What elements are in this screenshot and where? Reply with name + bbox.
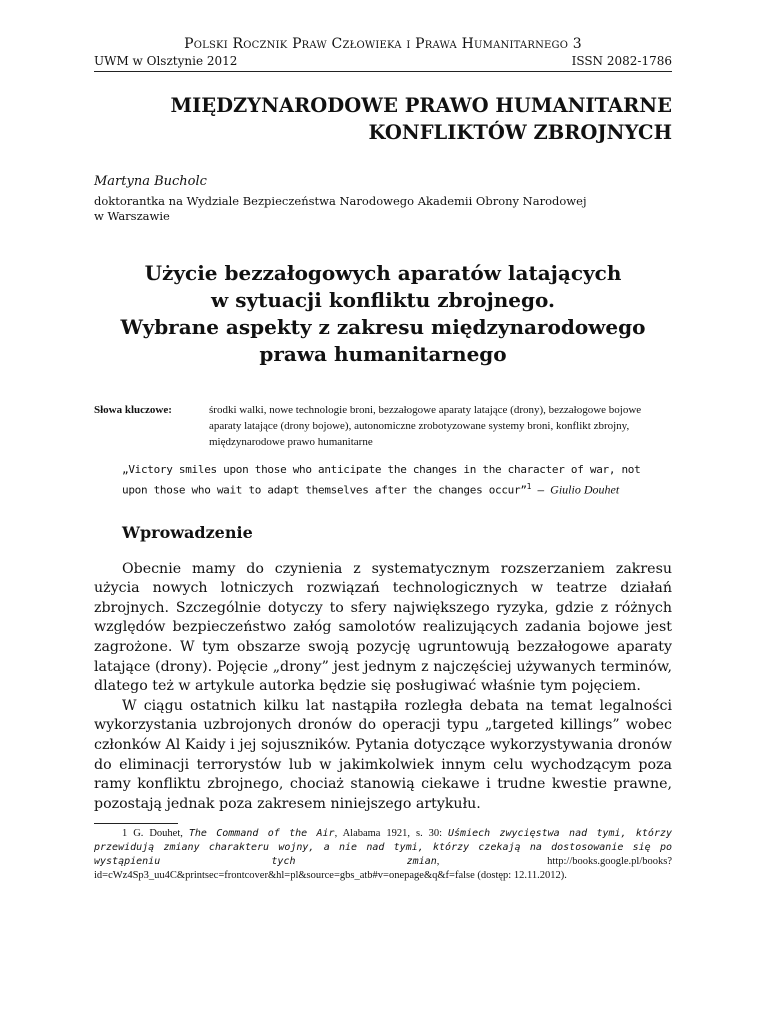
keywords: Słowa kluczowe: środki walki, nowe technologie broni, bezzałogowe aparaty latające (drony), bezzałogowe bojowe aparaty latające (drony bojowe), autonomiczne zrobotyzowane systemy broni, konflikt zbrojny, międzynarodowe prawo humanitarne (94, 402, 672, 450)
publication-meta (94, 54, 672, 72)
section-title: MIĘDZYNARODOWE PRAWO HUMANITARNE KONFLIKTÓW ZBROJNYCH (170, 94, 672, 144)
author-name: Martyna Bucholc (94, 174, 207, 189)
article-title: Użycie bezzałogowych aparatów latających w sytuacji konfliktu zbrojnego. Wybrane aspekty z zakresu międzynarodowego prawa humanitarnego (120, 261, 646, 366)
paragraph-2: W ciągu ostatnich kilku lat nastąpiła rozległa debata na temat legalności wykorzystania uzbrojonych dronów do operacji typu „targeted killings” wobec członków Al Kaidy i jej sojuszników. Pytania dotyczące wykorzystywania dronów do eliminacji terrorystów lub w jakimkolwiek innym celu wychodzącym poza ramy konfliktu zbrojnego, chociaż stanowią ciekawe i trudne kwestie prawne, pozostają jednak poza zakresem niniejszego artykułu. (94, 697, 672, 812)
publisher-year: UWM w Olsztynie 2012 (94, 54, 238, 68)
footnote-ref[interactable]: 1 (526, 482, 532, 491)
issn: ISSN 2082-1786 (571, 54, 672, 68)
epigraph-quote: „Victory smiles upon those who anticipate the changes in the character of war, not upon those who wait to adapt themselves after the changes occur” (122, 463, 641, 497)
footnote-translation: Uśmiech zwycięstwa nad tymi, którzy przewidują zmiany charakteru wojny, a nie nad tymi, którzy czekają na dostosowanie się po wystąpieniu tych zmian (94, 828, 673, 868)
footnote-divider (94, 823, 178, 824)
body-text (94, 560, 672, 815)
intro-heading: Wprowadzenie (122, 522, 253, 542)
keywords-text: środki walki, nowe technologie broni, bezzałogowe aparaty latające (drony), bezzałogowe bojowe aparaty latające (drony bojowe), autonomiczne zrobotyzowane systemy broni, konflikt zbrojny, międzynarodowe prawo humanitarne (209, 404, 642, 448)
footnote-number: 1 (122, 828, 128, 840)
epigraph: „Victory smiles upon those who anticipate the changes in the character of war, not upon those who wait to adapt themselves after the changes occur”$^1$ – Giulio Douhet (122, 463, 641, 497)
epigraph-author: Giulio Douhet (550, 482, 620, 497)
author-affiliation: doktorantka na Wydziale Bezpieczeństwa Narodowego Akademii Obrony Narodowej w Warszawie (94, 194, 587, 223)
keywords-label: Słowa kluczowe (94, 404, 169, 416)
footnote-link[interactable]: , http://books.google.pl/books?id=cWz4Sp3_uu4C&printsec=frontcover&hl=pl&source=gbs_atb#v=onepage&q&f=false (dostęp: 12.11.2012). (94, 856, 672, 882)
journal-title: Polski Rocznik Praw Człowieka i Prawa Humanitarnego 3 (184, 36, 582, 52)
footnote-book: The Command of the Air (188, 828, 335, 840)
document-page (94, 36, 672, 883)
footnote: 1 G. Douhet, The Command of the Air, Alabama 1921, s. 30: Uśmiech zwycięstwa nad tymi, którzy przewidują zmiany charakteru wojny, a nie nad tymi, którzy czekają na dostosowanie się po wystąpieniu tych zmian, http://books.google.pl/books?id=cWz4Sp3_uu4C&printsec=frontcover&hl=pl&source=gbs_atb#v=onepage&q&f=false (dostęp: 12.11.2012). (94, 828, 673, 882)
paragraph-1: Obecnie mamy do czynienia z systematycznym rozszerzaniem zakresu użycia nowych lotniczych rozwiązań technologicznych w teatrze działań zbrojnych. Szczególnie dotyczy to sfery największego ryzyka, gdzie z różnych względów bezpieczeństwo załóg samolotów realizujących zadania bojowe jest zagrożone. W tym obszarze swoją pozycję ugruntowują bezzałogowe aparaty latające (drony). Pojęcie „drony” jest jednym z najczęściej używanych terminów, dlatego też w artykule autorka będzie się posługiwać właśnie tym pojęciem. (94, 560, 672, 695)
